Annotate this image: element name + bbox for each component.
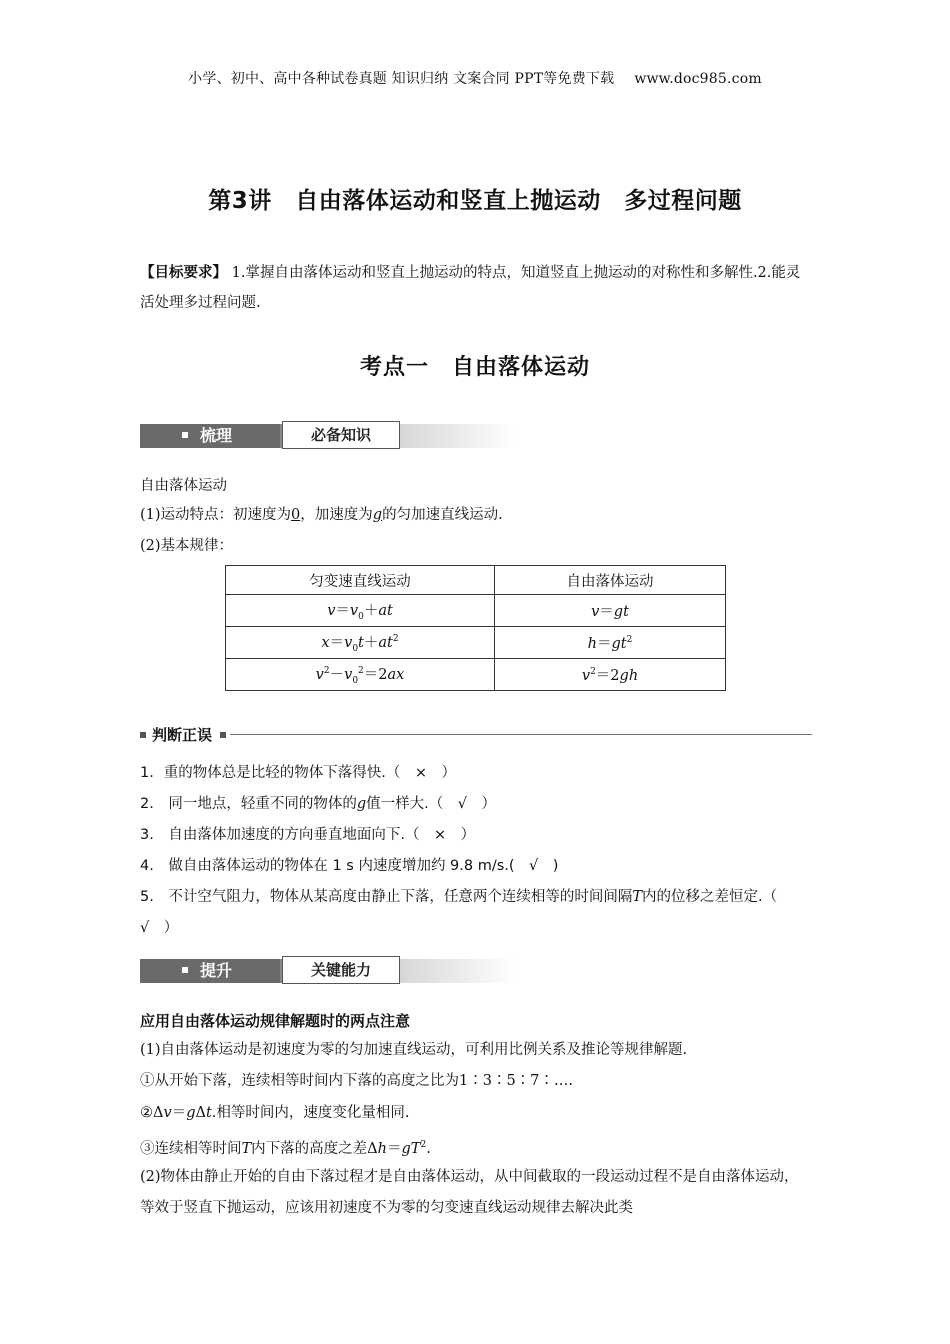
- section1-p1: [140, 501, 812, 530]
- table-header-cell: 匀变速直线运动: [226, 566, 495, 595]
- section1-p2: (2)基本规律：: [140, 538, 234, 554]
- answer-zero: 0: [291, 507, 301, 523]
- table-cell: $v^2-v_0^2=2ax$: [226, 659, 495, 691]
- goal-text: 1.掌握自由落体运动和竖直上抛运动的特点，知道竖直上抛运动的对称性和多解性.2.能灵活处理多过程问题.: [140, 265, 801, 311]
- item-var: g: [356, 796, 367, 812]
- section-heading-kaodian: 考点一 自由落体运动: [359, 355, 590, 380]
- banner-dark-label: [140, 959, 280, 983]
- item-text: 自由落体加速度的方向垂直地面向下.（ × ）: [168, 827, 476, 843]
- judge-item-1: [140, 758, 812, 789]
- banner-dark-text: 梳理: [200, 426, 233, 445]
- banner-shuli: [140, 420, 516, 452]
- banner-tisheng: [140, 955, 516, 987]
- item-var: T: [632, 889, 643, 905]
- answer-g: g: [372, 507, 383, 523]
- section1-heading: 自由落体运动: [140, 478, 227, 494]
- judge-heading: [140, 724, 812, 746]
- banner-dark-text: 提升: [200, 961, 233, 980]
- section2-p2: ①从开始下落，连续相等时间内下落的高度之比为1∶3∶5∶7∶….: [140, 1073, 574, 1089]
- table-cell: v＝gt: [495, 595, 726, 627]
- square-icon: [182, 432, 188, 438]
- formula-table: [225, 565, 726, 691]
- p1-text-a: (1)运动特点：初速度为: [140, 507, 292, 523]
- item-text: 内的位移之差恒定.（ √ ）: [140, 889, 792, 936]
- section2-p4: ③连续相等时间T内下落的高度之差$\Delta h=gT^2$.: [140, 1140, 431, 1157]
- divider: [230, 734, 812, 735]
- item-text: 做自由落体运动的物体在 1 s 内速度增加约 9.8 m/s.( √ ): [168, 858, 559, 874]
- table-row: [226, 627, 726, 659]
- table-header-cell: 自由落体运动: [495, 566, 726, 595]
- table-cell: $v=v_0+at$: [226, 595, 495, 627]
- p1-text-c: 的匀加速直线运动.: [382, 507, 503, 523]
- goal-tag: 【目标要求】: [140, 265, 227, 281]
- square-icon: [182, 967, 188, 973]
- judge-item-2: [140, 789, 812, 820]
- item-number: 3.: [140, 827, 169, 843]
- header-site[interactable]: www.doc985.com: [634, 71, 762, 87]
- square-icon: [140, 732, 146, 738]
- table-header-row: [226, 566, 726, 595]
- page-header: [0, 68, 950, 88]
- judge-item-3: [140, 820, 812, 851]
- table-cell: $h=gt^2$: [495, 627, 726, 659]
- section2-heading: 应用自由落体运动规律解题时的两点注意: [140, 1012, 411, 1030]
- section2-p3: ②Δv＝gΔt.相等时间内，速度变化量相同.: [140, 1105, 410, 1121]
- item-text: 重的物体总是比轻的物体下落得快.（ × ）: [163, 765, 456, 781]
- table-cell: $x=v_0t+at^2$: [226, 627, 495, 659]
- banner-box-label: 必备知识: [282, 421, 400, 449]
- banner-box-label: 关键能力: [282, 956, 400, 984]
- item-text: 不计空气阻力，物体从某高度由静止下落，任意两个连续相等的时间间隔: [168, 889, 633, 905]
- header-text: 小学、初中、高中各种试卷真题 知识归纳 文案合同 PPT等免费下载: [188, 71, 615, 87]
- table-row: [226, 595, 726, 627]
- judge-item-4: [140, 851, 812, 882]
- goal-requirements: [140, 258, 812, 318]
- table-row: [226, 659, 726, 691]
- judge-title: 判断正误: [152, 726, 213, 744]
- item-text: 同一地点，轻重不同的物体的: [168, 796, 357, 812]
- square-icon: [220, 732, 226, 738]
- judge-item-5: [140, 882, 812, 944]
- p1-text-b: ，加速度为: [300, 507, 373, 523]
- banner-dark-label: [140, 424, 280, 448]
- item-number: 4.: [140, 858, 169, 874]
- item-text: 值一样大.（ √ ）: [366, 796, 496, 812]
- item-number: 1．: [140, 765, 164, 781]
- section2-p1: (1)自由落体运动是初速度为零的匀加速直线运动，可利用比例关系及推论等规律解题.: [140, 1042, 688, 1058]
- item-number: 2.: [140, 796, 169, 812]
- item-number: 5.: [140, 889, 169, 905]
- section2-p5: (2)物体由静止开始的自由下落过程才是自由落体运动，从中间截取的一段运动过程不是自由落体运动，等效于竖直下抛运动，应该用初速度不为零的匀变速直线运动规律去解决此类: [140, 1169, 799, 1216]
- lecture-title: 第3讲 自由落体运动和竖直上抛运动 多过程问题: [208, 188, 742, 214]
- table-cell: $v^2=2gh$: [495, 659, 726, 691]
